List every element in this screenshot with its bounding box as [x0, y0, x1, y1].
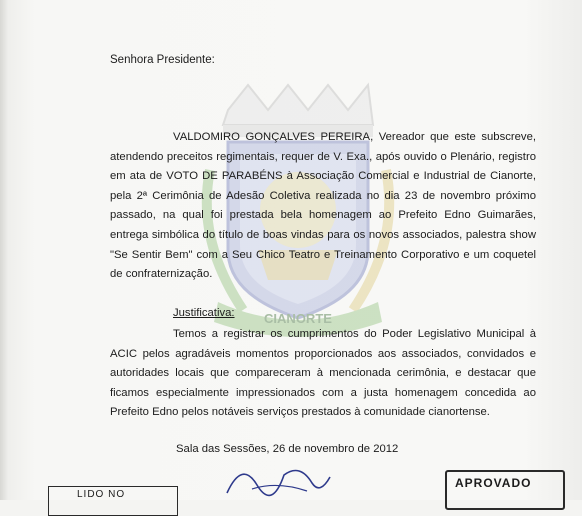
place-and-date: Sala das Sessões, 26 de novembro de 2012: [176, 443, 399, 455]
salutation: Senhora Presidente:: [110, 54, 215, 66]
approved-stamp: [445, 470, 565, 510]
read-stamp: [48, 486, 178, 516]
watermark-city-text: CIANORTE: [264, 311, 332, 326]
main-paragraph-text: VALDOMIRO GONÇALVES PEREIRA, Vereador que este subscreve, atendendo preceitos regimentais, requer de V. Exa., após ouvido o Plenário, registro em ata de VOTO DE PARABÉNS à Associação Comercial e Industrial de Cianorte, pela 2ª Cerimônia de Adesão Coletiva realizada no dia 23 de novembro próximo passado, na qual foi prestada bela homenagem ao Prefeito Edno Guimarães, entrega simbólica do título de boas vindas para os novos associados, palestra show "Se Sentir Bem" com a Seu Chico Teatro e Treinamento Corporativo e um coquetel de confraternização.: [110, 131, 536, 281]
scan-edge-shadow: [0, 0, 8, 500]
justification-heading: Justificativa:: [173, 307, 235, 319]
main-paragraph: [110, 128, 536, 285]
justification-text: Temos a registrar os cumprimentos do Poder Legislativo Municipal à ACIC pelos agradáveis momentos proporcionados aos associados, convidados e autoridades locais que compareceram à mencionada cerimônia, e destacar que ficamos especialmente impressionados com a justa homenagem concedida ao Prefeito Edno pelos notáveis serviços prestados à comunidade cianortense.: [110, 328, 536, 419]
read-stamp-label: LIDO NO: [77, 489, 126, 500]
handwritten-signature: [222, 455, 332, 500]
justification-paragraph: [110, 325, 536, 423]
approved-stamp-label: APROVADO: [455, 476, 532, 490]
